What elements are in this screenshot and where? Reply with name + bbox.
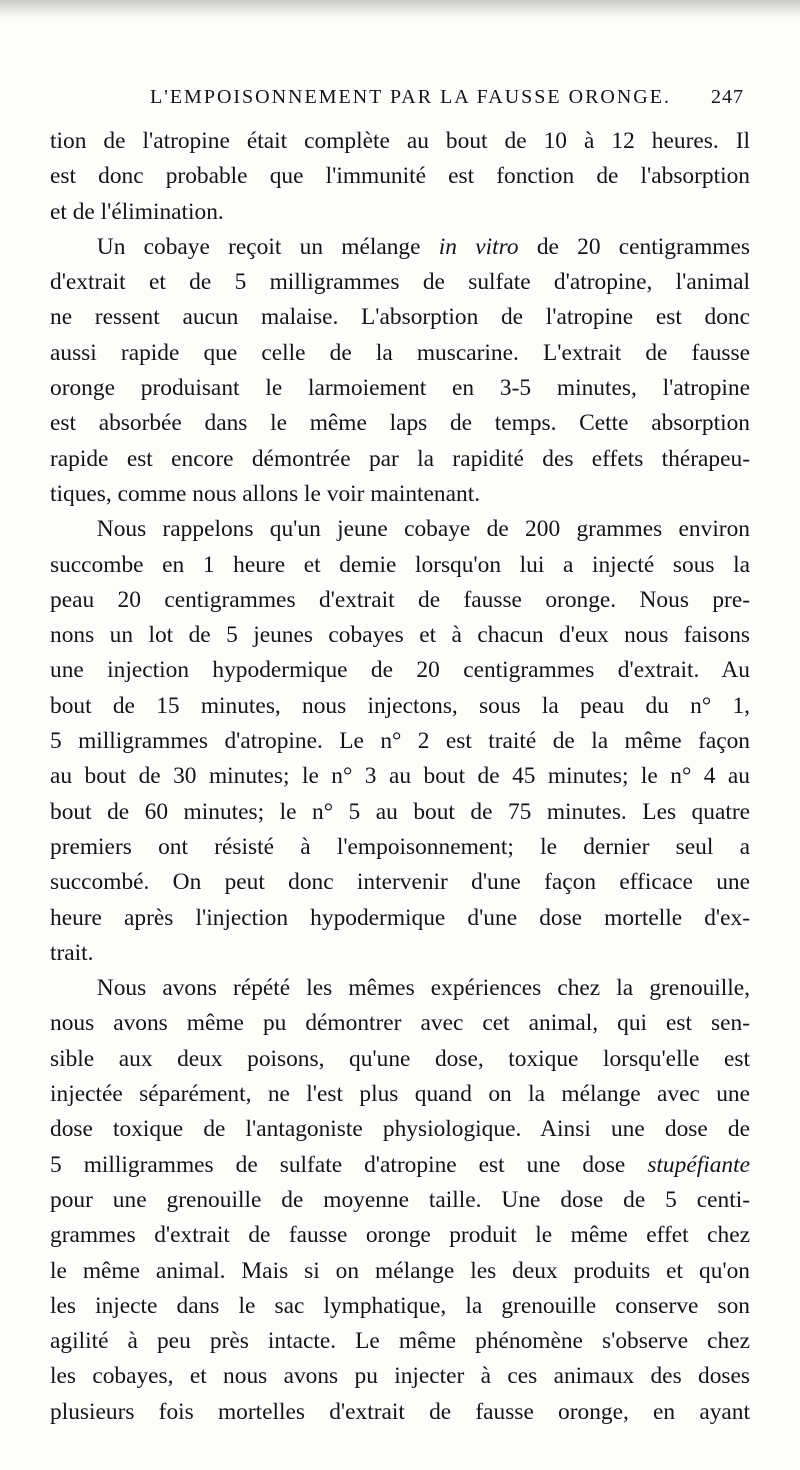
text-line: grammes d'extrait de fausse oronge produit le même effet chez — [50, 1222, 750, 1249]
text-segment: Un cobaye reçoit un mélange — [96, 233, 421, 260]
italic-phrase: stupéfiante — [647, 1151, 750, 1178]
text-line: ne ressent aucun malaise. L'absorption de l'atropine est donc — [50, 304, 750, 331]
text-line: injectée séparément, ne l'est plus quand on la mélange avec une — [50, 1081, 750, 1108]
running-title: L'EMPOISONNEMENT PAR LA FAUSSE ORONGE. — [150, 86, 671, 108]
text-line: est donc probable que l'immunité est fonction de l'absorption — [50, 163, 750, 190]
text-line: et de l'élimination. — [50, 198, 224, 225]
paragraph-2 — [50, 230, 750, 512]
text-line: 5 milligrammes d'atropine. Le n° 2 est traité de la même façon — [50, 728, 750, 755]
paragraph-4 — [50, 971, 750, 1430]
text-line: nons un lot de 5 jeunes cobayes et à chacun d'eux nous faisons — [50, 622, 750, 649]
book-page — [50, 78, 750, 1430]
text-line: une injection hypodermique de 20 centigrammes d'extrait. Au — [50, 657, 750, 684]
text-line: Nous avons répété les mêmes expériences chez la grenouille, — [96, 975, 750, 1002]
text-line: pour une grenouille de moyenne taille. Une dose de 5 centi- — [50, 1186, 750, 1213]
text-line: les injecte dans le sac lymphatique, la grenouille conserve son — [50, 1292, 750, 1319]
text-line: trait. — [50, 939, 94, 966]
text-line: oronge produisant le larmoiement en 3-5 minutes, l'atropine — [50, 375, 750, 402]
text-line: succombe en 1 heure et demie lorsqu'on lui a injecté sous la — [50, 551, 750, 578]
text-line: aussi rapide que celle de la muscarine. L'extrait de fausse — [50, 339, 750, 366]
text-line — [50, 1148, 750, 1183]
page-number: 247 — [711, 86, 744, 108]
text-line: Nous rappelons qu'un jeune cobaye de 200 grammes environ — [96, 516, 750, 543]
text-line: agilité à peu près intacte. Le même phénomène s'observe chez — [50, 1328, 750, 1355]
text-line: rapide est encore démontrée par la rapidité des effets thérapeu- — [50, 445, 750, 472]
text-line: tion de l'atropine était complète au bout de 10 à 12 heures. Il — [50, 128, 750, 154]
text-line: le même animal. Mais si on mélange les deux produits et qu'on — [50, 1257, 750, 1284]
text-line: premiers ont résisté à l'empoisonnement; le dernier seul a — [50, 833, 750, 860]
running-header — [50, 78, 750, 114]
text-line: bout de 15 minutes, nous injectons, sous la peau du n° 1, — [50, 692, 750, 719]
text-line: est absorbée dans le même laps de temps. Cette absorption — [50, 410, 750, 437]
text-line: peau 20 centigrammes d'extrait de fausse oronge. Nous pre- — [50, 586, 750, 613]
text-line: au bout de 30 minutes; le n° 3 au bout de 45 minutes; le n° 4 au — [50, 763, 750, 790]
text-line — [50, 230, 750, 265]
text-line: d'extrait et de 5 milligrammes de sulfate d'atropine, l'animal — [50, 269, 750, 296]
text-line: heure après l'injection hypodermique d'une dose mortelle d'ex- — [50, 904, 750, 931]
text-segment: 5 milligrammes de sulfate d'atropine est une dose — [50, 1151, 626, 1178]
text-line: sible aux deux poisons, qu'une dose, toxique lorsqu'elle est — [50, 1045, 750, 1072]
body-text — [50, 124, 750, 1430]
text-line: bout de 60 minutes; le n° 5 au bout de 75 minutes. Les quatre — [50, 798, 750, 825]
scan-edge-shadow — [0, 0, 800, 18]
text-line: plusieurs fois mortelles d'extrait de fausse oronge, en ayant — [50, 1398, 750, 1425]
text-line: succombé. On peut donc intervenir d'une façon efficace une — [50, 869, 750, 896]
italic-phrase: in vitro — [438, 233, 519, 260]
text-segment: de 20 centigrammes — [536, 233, 750, 260]
text-line: les cobayes, et nous avons pu injecter à ces animaux des doses — [50, 1363, 750, 1390]
text-line: dose toxique de l'antagoniste physiologique. Ainsi une dose de — [50, 1116, 750, 1143]
paragraph-3 — [50, 512, 750, 971]
text-line: nous avons même pu démontrer avec cet animal, qui est sen- — [50, 1010, 750, 1037]
text-line: tiques, comme nous allons le voir maintenant. — [50, 480, 481, 507]
paragraph-1 — [50, 124, 750, 230]
